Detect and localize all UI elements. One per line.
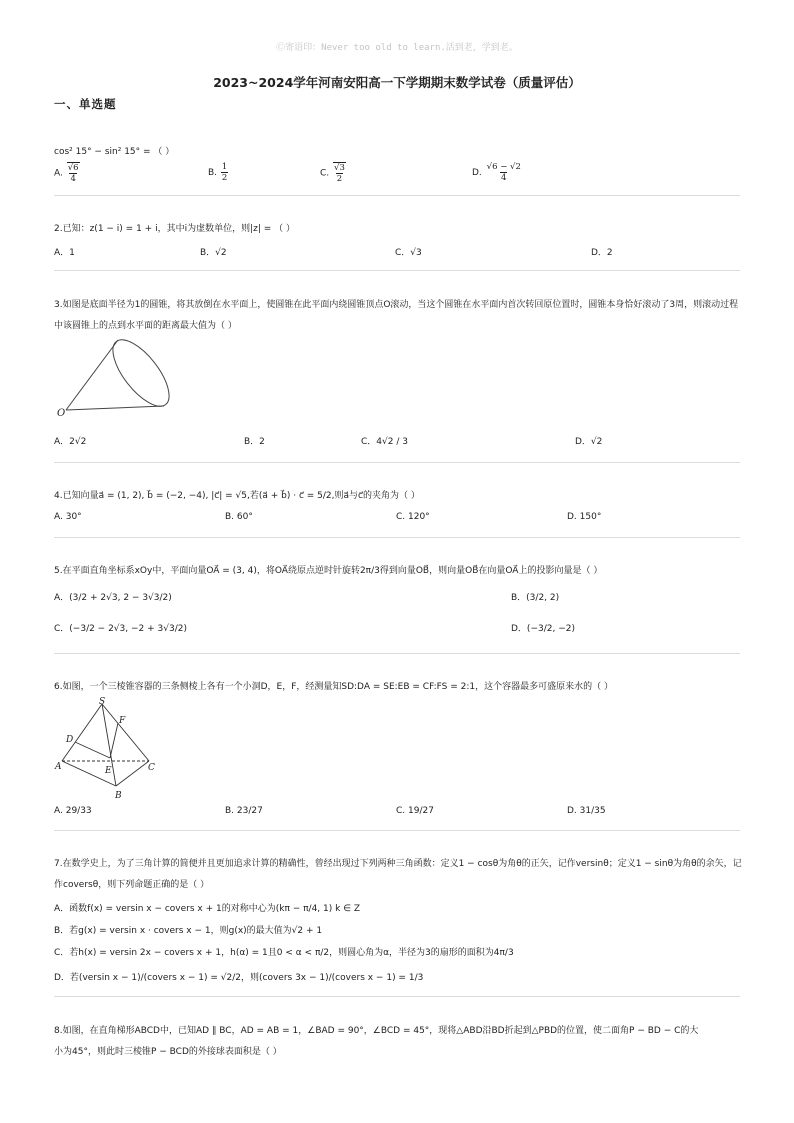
cone-figure [54,334,184,420]
q5-option-c[interactable]: C．(−3/2 − 2√3, −2 + 3√3/2) [54,624,187,634]
q7-option-d[interactable]: D．若(versin x − 1)/(covers x − 1) = √2/2，则(covers 3x − 1)/(covers x − 1) = 1/3 [54,973,424,983]
question-8-line2: 小为45°，则此时三棱锥P − BCD的外接球表面积是（ ） [54,1047,282,1057]
q1-option-c[interactable]: C. $\frac{√3}{2}$ [320,163,345,184]
q6-option-b[interactable]: B. 23/27 [225,806,263,816]
label-o: O [57,408,66,419]
q4-option-c[interactable]: C. 120° [396,512,430,522]
question-7-line2: 作coversθ，则下列命题正确的是（ ） [54,880,210,890]
divider [54,830,740,831]
q4-option-b[interactable]: B. 60° [225,512,253,522]
watermark: Ⓒ寄语印：Never too old to learn.活到老，学到老。 [276,43,518,53]
q4-option-a[interactable]: A. 30° [54,512,82,522]
q5-option-b[interactable]: B．(3/2, 2) [511,593,560,603]
label-f: F [119,716,126,726]
label-e: E [105,766,112,776]
question-3: 3.如图是底面半径为1的圆锥，将其放倒在水平面上，使圆锥在此平面内绕圆锥顶点O滚动，当这个圆锥在水平面内首次转回原位置时，圆锥本身恰好滚动了3周，则滚动过程 [54,300,739,310]
question-1 [54,146,174,158]
question-8: 8.如图，在直角梯形ABCD中，已知AD ∥ BC，AD = AB = 1，∠BAD = 90°，∠BCD = 45°，现将△ABD沿BD折起到△PBD的位置，使二面角P − BD − C的大 [54,1026,699,1036]
divider [54,996,740,997]
q1-stem: cos² 15° − sin² 15° = （ ） [54,147,175,157]
q5-option-d[interactable]: D．(−3/2, −2) [511,624,575,634]
label-a: A [55,762,62,772]
label-c: C [148,763,155,773]
q1-option-b[interactable]: B. $\frac{1}{2}$ [208,162,228,183]
label-b: B [115,791,122,801]
q2-option-d[interactable]: D．2 [591,248,613,258]
q2-option-a[interactable]: A．1 [54,248,75,258]
question-4: 4.已知向量a⃗ = (1, 2), b⃗ = (−2, −4), |c⃗| = √5,若(a⃗ + b⃗) · c⃗ = 5/2,则a⃗与c⃗的夹角为（ ） [54,491,420,501]
divider [54,270,740,271]
q3-option-b[interactable]: B．2 [244,437,265,447]
q6-option-c[interactable]: C. 19/27 [396,806,434,816]
q1-option-d[interactable]: D. $\frac{√6 - √2}{4}$ [472,162,521,183]
question-7: 7.在数学史上，为了三角计算的简便并且更加追求计算的精确性，曾经出现过下列两种三角函数：定义1 − cosθ为角θ的正矢，记作versinθ；定义1 − sinθ为角θ的余矢，记 [54,859,742,869]
pyramid-figure [54,695,164,801]
q7-option-b[interactable]: B．若g(x) = versin x · covers x − 1，则g(x)的最大值为√2 + 1 [54,926,323,936]
q7-option-c[interactable]: C．若h(x) = versin 2x − covers x + 1，h(α) = 1且0 < α < π/2，则圆心角为α，半径为3的扇形的面积为4π/3 [54,948,514,958]
divider [54,462,740,463]
page-title: 2023~2024学年河南安阳高一下学期期末数学试卷（质量评估） [213,75,581,90]
q6-option-d[interactable]: D. 31/35 [567,806,606,816]
question-5: 5.在平面直角坐标系xOy中，平面向量OA⃗ = (3, 4)，将OA⃗绕原点逆时针旋转2π/3得到向量OB⃗，则向量OB⃗在向量OA⃗上的投影向量是（ ） [54,566,603,576]
label-s: S [99,697,106,707]
q7-option-a[interactable]: A．函数f(x) = versin x − covers x + 1的对称中心为(kπ − π/4, 1) k ∈ Z [54,904,361,914]
q1-option-a[interactable]: A. $\frac{√6}{4}$ [54,163,79,184]
divider [54,537,740,538]
q3-option-a[interactable]: A．2√2 [54,437,87,447]
q4-option-d[interactable]: D. 150° [567,512,602,522]
question-6: 6.如图，一个三棱锥容器的三条侧棱上各有一个小洞D，E，F，经测量知SD:DA = SE:EB = CF:FS = 2:1，这个容器最多可盛原来水的（ ） [54,682,613,692]
q3-option-d[interactable]: D．√2 [575,437,603,447]
question-3-line2: 中该圆锥上的点到水平面的距离最大值为（ ） [54,321,237,331]
divider [54,653,740,654]
q2-option-c[interactable]: C．√3 [395,248,422,258]
q6-option-a[interactable]: A. 29/33 [54,806,92,816]
section-heading: 一、单选题 [54,97,117,111]
q3-option-c[interactable]: C．4√2 / 3 [361,437,408,447]
label-d: D [66,735,74,745]
q5-option-a[interactable]: A．(3/2 + 2√3, 2 − 3√3/2) [54,593,172,603]
divider [54,195,740,196]
q2-option-b[interactable]: B．√2 [200,248,227,258]
question-2: 2.已知：z(1 − i) = 1 + i，其中i为虚数单位，则|z| = （ ） [54,224,295,234]
